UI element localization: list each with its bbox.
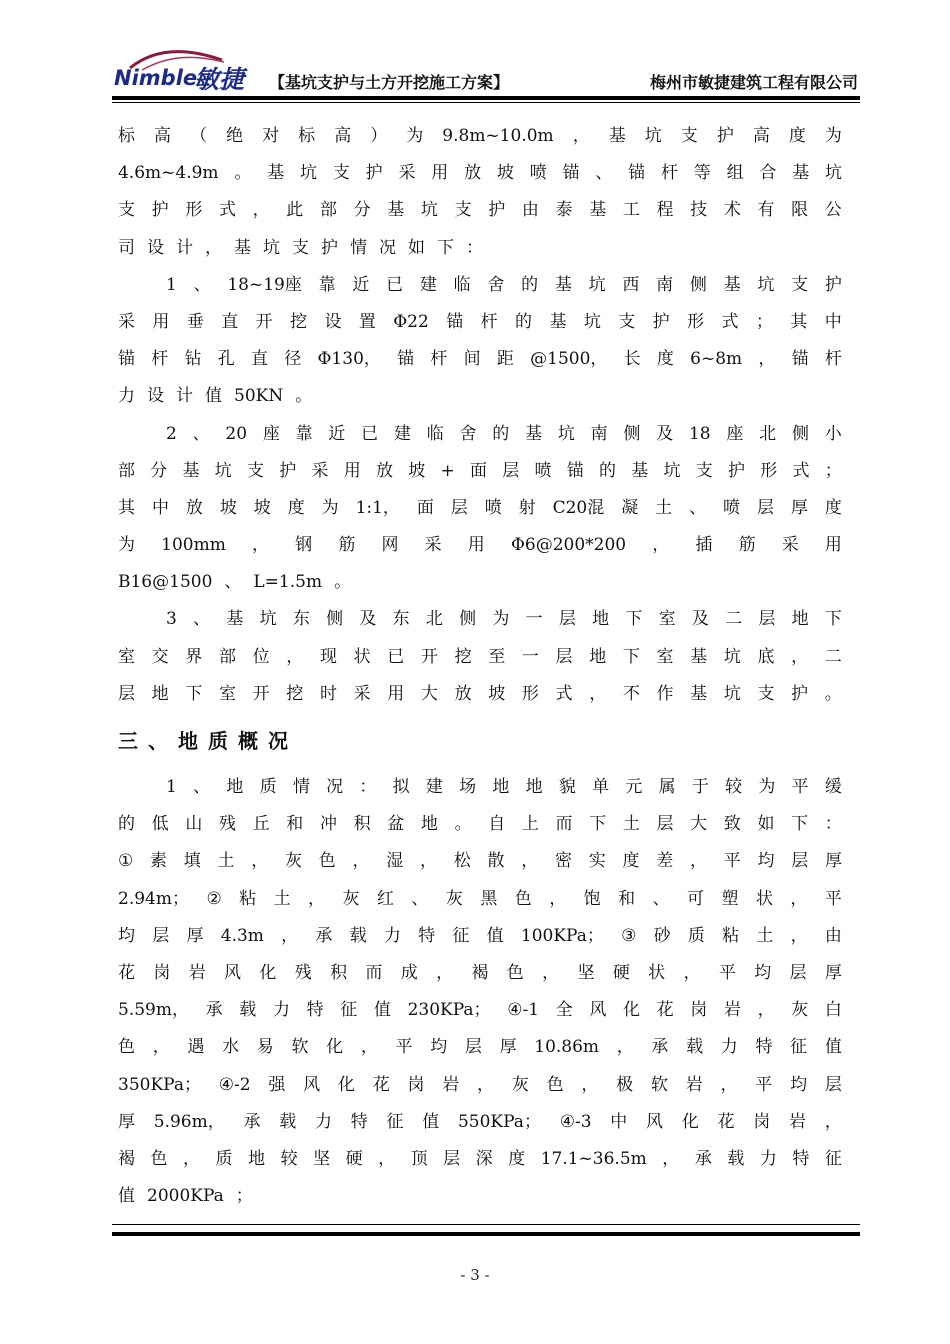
document-body [118,118,842,1215]
paragraph-line: 350KPa； ④-2 强 风 化 花 岗 岩 ， 灰 色 ， 极 软 岩 ， 平 均 层 [118,1074,842,1095]
header-rule-thin [112,102,860,103]
footer-rule-thin [112,1224,860,1225]
paragraph-line: 力 设 计 值 50KN 。 [118,386,313,407]
paragraph-line: 采 用 垂 直 开 挖 设 置 Φ22 锚 杆 的 基 坑 支 护 形 式 ； 其 中 [118,311,842,332]
paragraph-line: 色 ， 遇 水 易 软 化 ， 平 均 层 厚 10.86m ， 承 载 力 特 征 值 [118,1037,842,1058]
logo-text-cn: 敏捷 [194,65,245,94]
paragraph-line: B16@1500 、 L=1.5m 。 [118,572,352,593]
paragraph-line: 值 2000KPa ； [118,1186,253,1207]
paragraph-first-line: 1 、 地 质 情 况 ： 拟 建 场 地 地 貌 单 元 属 于 较 为 平 缓 [166,777,842,797]
paragraph-line: 锚 杆 钻 孔 直 径 Φ130， 锚 杆 间 距 @1500， 长 度 6~8m ， 锚 杆 [118,349,842,370]
paragraph-line: 花 岗 岩 风 化 残 积 而 成 ， 褐 色 ， 坚 硬 状 ， 平 均 层 厚 [118,962,842,983]
document-title: 【基坑支护与土方开挖施工方案】 [269,73,510,92]
paragraph-line: 2.94m； ② 粘 土 ， 灰 红 、 灰 黑 色 ， 饱 和 、 可 塑 状 ， 平 [118,888,842,909]
company-name: 梅州市敏捷建筑工程有限公司 [649,73,858,92]
paragraph-first-line: 1 、 18~19座 靠 近 已 建 临 舍 的 基 坑 西 南 侧 基 坑 支 护 [166,274,842,295]
paragraph-line: 部 分 基 坑 支 护 采 用 放 坡 + 面 层 喷 锚 的 基 坑 支 护 形 式 ； [118,460,842,481]
paragraph-line: 褐 色 ， 质 地 较 坚 硬 ， 顶 层 深 度 17.1~36.5m ， 承 载 力 特 征 [118,1148,842,1169]
logo-text-en: Nimble [114,66,198,90]
footer-rule-thick [112,1232,860,1236]
paragraph-line: ① 素 填 土 ， 灰 色 ， 湿 ， 松 散 ， 密 实 度 差 ， 平 均 层 厚 [118,851,842,872]
company-logo [112,48,262,98]
paragraph-line: 支 护 形 式 ， 此 部 分 基 坑 支 护 由 泰 基 工 程 技 术 有 限 公 [118,200,842,221]
paragraph-line: 5.59m， 承 载 力 特 征 值 230KPa； ④-1 全 风 化 花 岗 岩 ， 灰 白 [118,1000,842,1021]
paragraph-line: 其 中 放 坡 坡 度 为 1:1， 面 层 喷 射 C20混 凝 土 、 喷 层 厚 度 [118,497,842,518]
paragraph-line: 4.6m~4.9m 。 基 坑 支 护 采 用 放 坡 喷 锚 、 锚 杆 等 组 合 基 坑 [118,163,842,184]
page-number: - 3 - [460,1266,490,1284]
paragraph-line: 的 低 山 残 丘 和 冲 积 盆 地 。 自 上 而 下 土 层 大 致 如 下 ： [118,814,842,835]
paragraph-line: 标 高 （ 绝 对 标 高 ） 为 9.8m~10.0m ， 基 坑 支 护 高 度 为 [118,126,842,146]
paragraph-line: 均 层 厚 4.3m ， 承 载 力 特 征 值 100KPa； ③ 砂 质 粘 土 ， 由 [118,925,842,946]
paragraph-first-line: 3 、 基 坑 东 侧 及 东 北 侧 为 一 层 地 下 室 及 二 层 地 下 [166,609,842,630]
paragraph-line: 层 地 下 室 开 挖 时 采 用 大 放 坡 形 式 ， 不 作 基 坑 支 护 。 [118,683,842,704]
paragraph-line: 司 设 计 ， 基 坑 支 护 情 况 如 下 ： [118,237,483,258]
paragraph-line: 室 交 界 部 位 ， 现 状 已 开 挖 至 一 层 地 下 室 基 坑 底 ， 二 [118,646,842,667]
paragraph-first-line: 2 、 20 座 靠 近 已 建 临 舍 的 基 坑 南 侧 及 18 座 北 侧 小 [166,423,842,444]
paragraph-line: 为 100mm ， 钢 筋 网 采 用 Φ6@200*200 ， 插 筋 采 用 [118,535,842,556]
header-rule-thick [112,96,860,100]
section-heading: 三、地质概况 [118,729,298,753]
paragraph-line: 厚 5.96m， 承 载 力 特 征 值 550KPa； ④-3 中 风 化 花 岗 岩 ， [118,1111,842,1132]
